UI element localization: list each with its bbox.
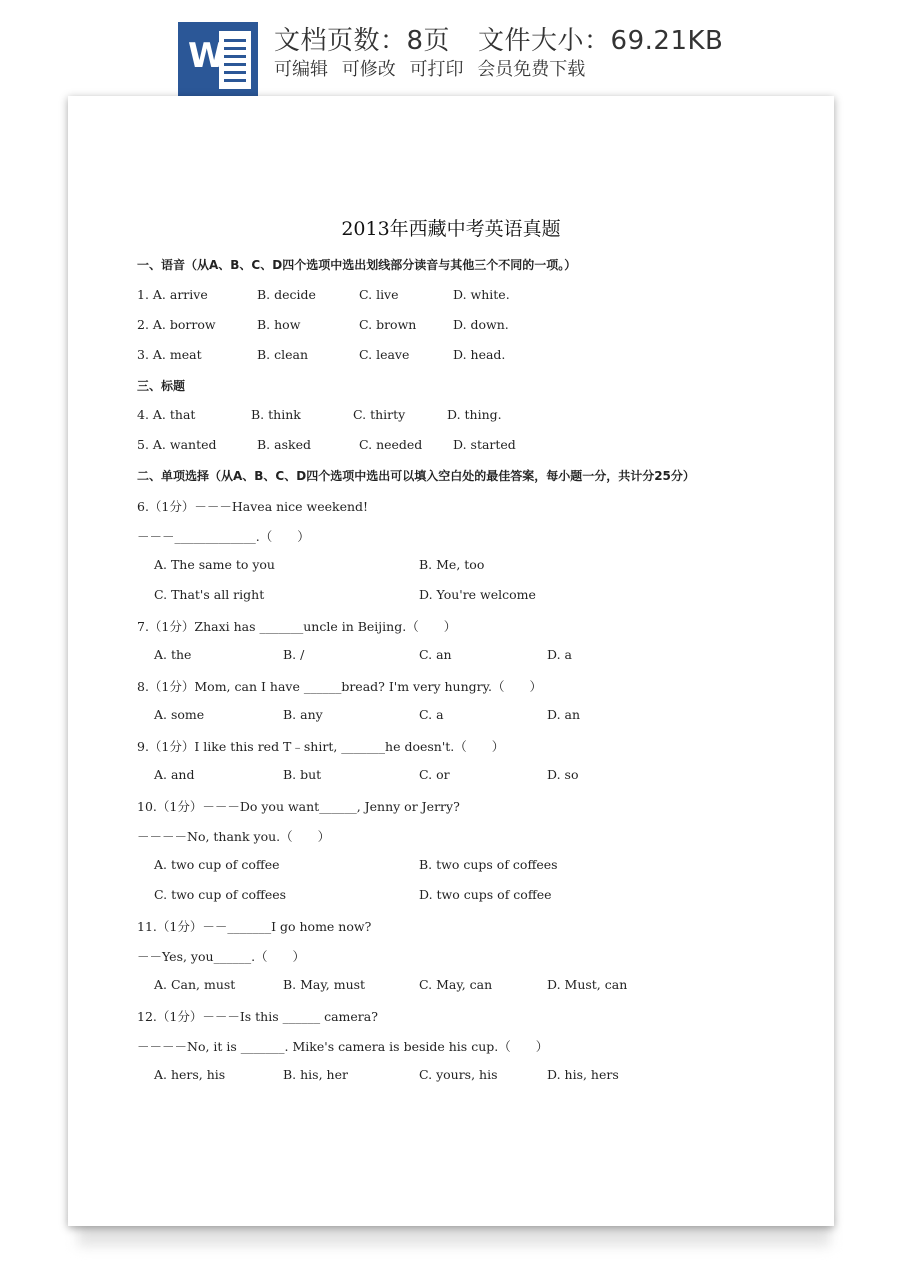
document-page: 2013年西藏中考英语真题 一、语音（从A、B、C、D四个选项中选出划线部分读音与其他三个不同的一项。） 1. A. arrive B. decide C. live D. white. 2. A. borrow B. how C. brown D. down. 3. A. meat B. clean C. leave D. head. 三、标题 4. A. that B. think C. thirty D. thing. 5. A. wanted B. asked C. needed D. started 二、单项选择（从A、B、C、D四个选项中选出可以填入空白处的最佳答案，每小题一分，共计分25分） 6.（1分）－－－Havea nice weekend! －－－_____________.（ ） A. The same to you B. Me, too C. That's all right D. You're welcome 7.（1分）Zhaxi has _______uncle in Beijing.（ ） A. the B. / C. an D. a 8.（1分）Mom, can I have ______bread? I'm very hungry.（ ） A. some B. any C. a D. an 9.（1分）I like this red T﹣shirt, _______he doesn't.（ ） A. and B. but C. or D. so 10.（1分）－－－Do you want______, Jenny or Jerry? －－－－No, thank you.（ ） A. two cup of coffee B. two cups of coffees C. two cup of coffees D. two cups of coffee 11.（1分）－－_______I go home now? －－Yes, you______.（ ） A. Can, must B. May, must C. May, can D. Must, can 12.（1分）－－－Is this ______ camera? －－－－No, it is _______. Mike's camera is beside his cup.（ ） A. hers, his B. his, her C. yours, his D. his, hers [68,96,834,1226]
question-12: 12.（1分）－－－Is this ______ camera? [137,1009,378,1024]
question-11: 11.（1分）－－_______I go home now? [137,919,372,934]
question-9: 9.（1分）I like this red T﹣shirt, _______he doesn't.（ ） [137,739,505,754]
question-11-reply: －－Yes, you______.（ ） [137,949,306,964]
word-document-icon [178,22,258,96]
section-title-heading: 三、标题 [137,379,186,393]
doc-meta [274,20,723,57]
feature-list [274,55,585,81]
question-7: 7.（1分）Zhaxi has _______uncle in Beijing.（ ） [137,619,457,634]
feature-editable: 可编辑 [274,59,328,80]
question-10: 10.（1分）－－－Do you want______, Jenny or Jerry? [137,799,460,814]
header-banner [0,0,900,96]
question-10-reply: －－－－No, thank you.（ ） [137,829,331,844]
section-phonetics-heading: 一、语音（从A、B、C、D四个选项中选出划线部分读音与其他三个不同的一项。） [137,258,577,272]
word-letter: W [188,36,226,76]
question-8: 8.（1分）Mom, can I have ______bread? I'm very hungry.（ ） [137,679,543,694]
page-count: 文档页数：8页 [274,26,451,56]
section-choice-heading: 二、单项选择（从A、B、C、D四个选项中选出可以填入空白处的最佳答案，每小题一分，共计分25分） [137,469,695,483]
file-size: 文件大小：69.21KB [478,26,724,56]
question-6: 6.（1分）－－－Havea nice weekend! [137,499,369,514]
document-title: 2013年西藏中考英语真题 [341,218,561,240]
feature-modifiable: 可修改 [341,59,396,80]
feature-member-download: 会员免费下载 [477,59,586,80]
feature-printable: 可打印 [409,59,464,80]
question-12-reply: －－－－No, it is _______. Mike's camera is beside his cup.（ ） [137,1039,549,1054]
question-6-reply: －－－_____________.（ ） [137,529,310,544]
